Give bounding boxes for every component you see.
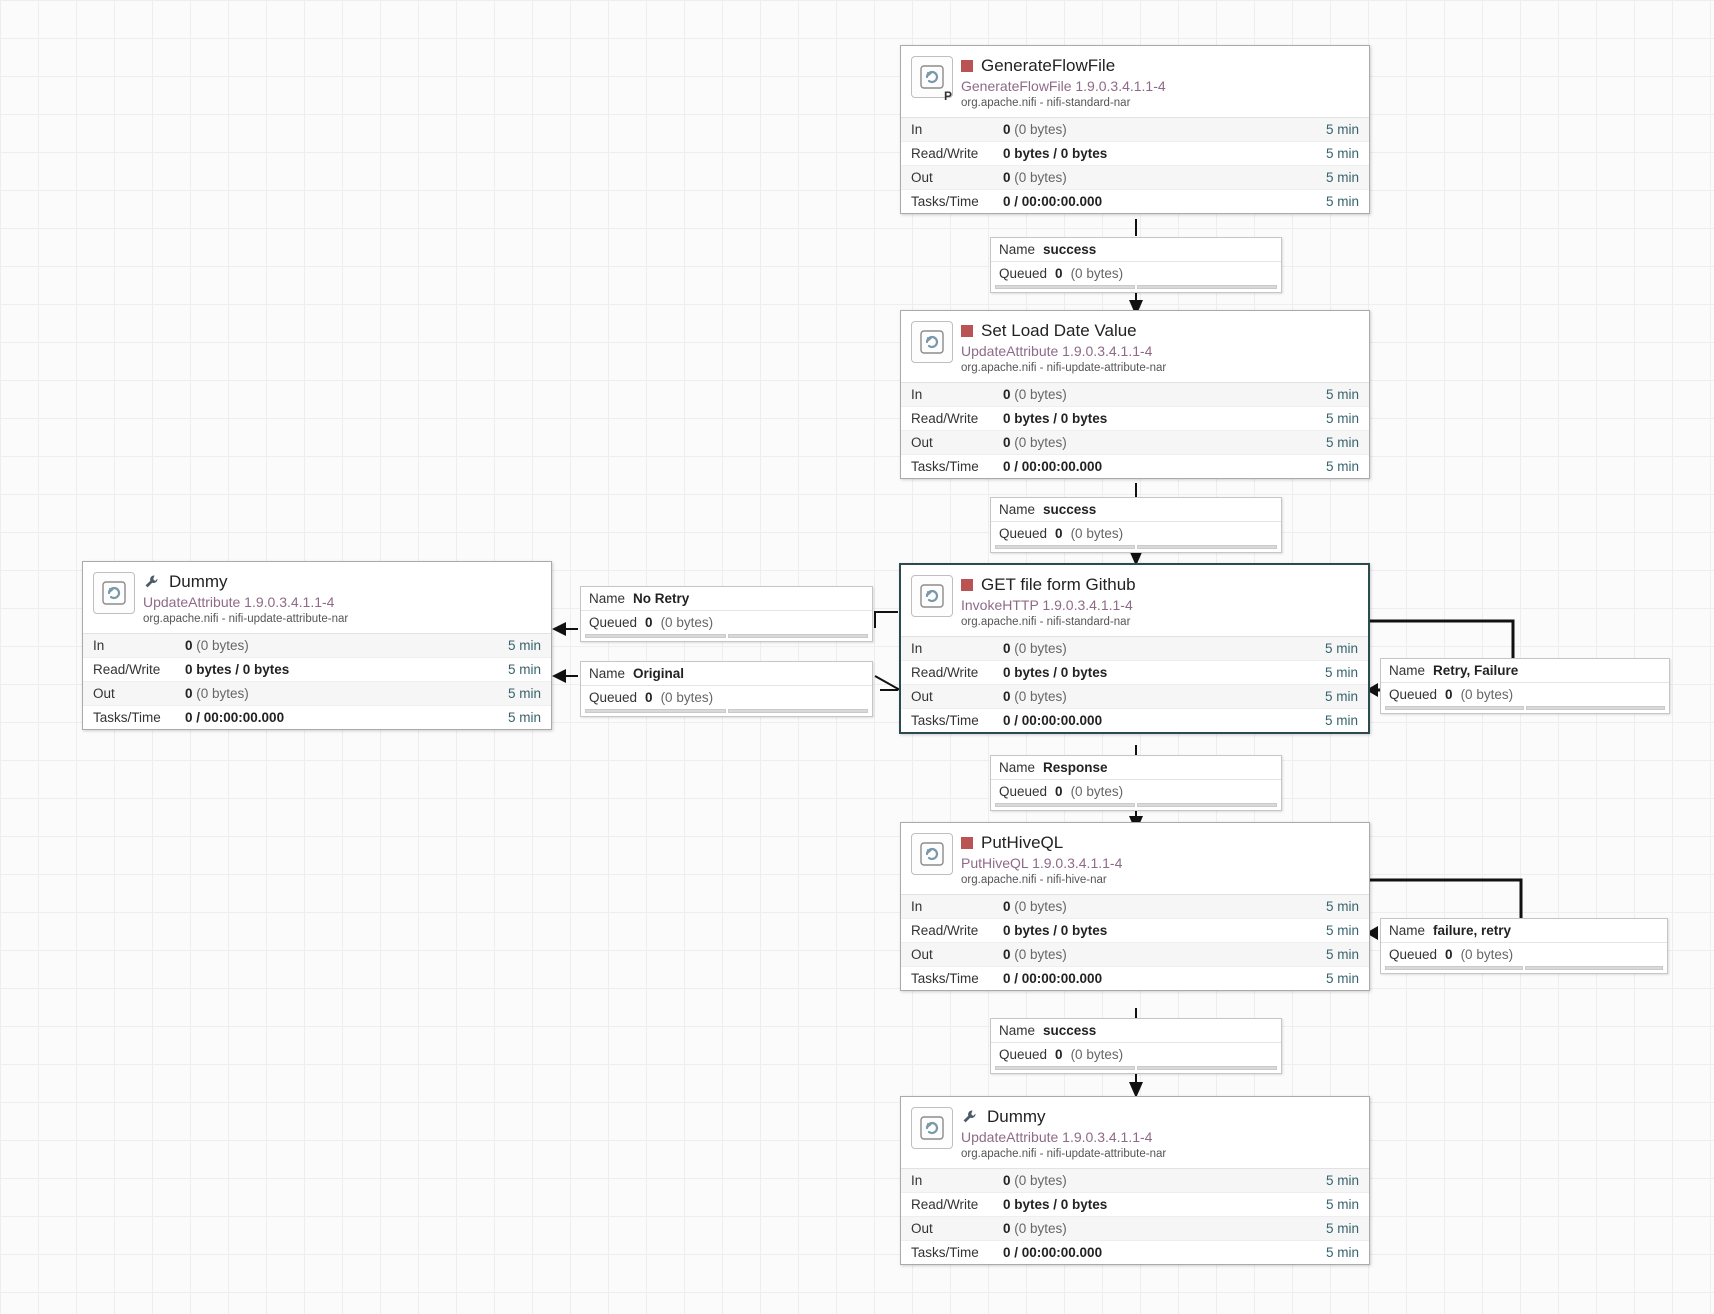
processor-icon bbox=[911, 321, 953, 363]
connection-name-value: Retry, Failure bbox=[1433, 663, 1519, 678]
connection-name-label: Name bbox=[1389, 663, 1426, 678]
connection-name-row bbox=[991, 498, 1281, 522]
processor-icon bbox=[93, 572, 135, 614]
processor-header bbox=[901, 311, 1369, 382]
stat-row bbox=[83, 634, 551, 658]
stat-row bbox=[901, 407, 1369, 431]
connection-name-value: success bbox=[1043, 502, 1097, 517]
stat-label: In bbox=[911, 387, 923, 402]
stat-label: Tasks/Time bbox=[911, 459, 979, 474]
processor-icon bbox=[911, 1107, 953, 1149]
processor-dummy-left[interactable] bbox=[82, 561, 552, 730]
stat-detail: (0 bytes) bbox=[196, 638, 249, 653]
connection-gauges bbox=[991, 1066, 1281, 1073]
connection-queued-row bbox=[991, 262, 1281, 285]
stopped-square-icon bbox=[961, 579, 973, 591]
stat-value: 0 bytes / 0 bytes bbox=[185, 662, 290, 677]
stat-row bbox=[901, 1193, 1369, 1217]
stat-value: 0 / 00:00:00.000 bbox=[1003, 1245, 1103, 1260]
connection-name-value: Original bbox=[633, 666, 685, 681]
connection-gauges bbox=[1381, 966, 1667, 973]
stat-detail: (0 bytes) bbox=[1014, 435, 1067, 450]
stat-row bbox=[901, 919, 1369, 943]
stat-value: 0 / 00:00:00.000 bbox=[1003, 971, 1103, 986]
stat-time: 5 min bbox=[1325, 146, 1359, 161]
processor-name: Set Load Date Value bbox=[981, 321, 1137, 340]
stat-row bbox=[901, 709, 1368, 732]
stat-row bbox=[901, 455, 1369, 478]
processor-icon bbox=[911, 56, 953, 103]
stat-label: Out bbox=[911, 435, 933, 450]
stat-row bbox=[901, 190, 1369, 213]
connection-name-value: success bbox=[1043, 242, 1097, 257]
stat-detail: (0 bytes) bbox=[1014, 387, 1067, 402]
processor-set-load-date-value[interactable] bbox=[900, 310, 1370, 479]
connection-name-label: Name bbox=[999, 1023, 1036, 1038]
stat-detail: (0 bytes) bbox=[1014, 1173, 1067, 1188]
stat-value: 0 bbox=[1003, 899, 1011, 914]
stat-value: 0 / 00:00:00.000 bbox=[1003, 713, 1103, 728]
stat-label: Read/Write bbox=[93, 662, 161, 677]
processor-header bbox=[83, 562, 551, 633]
processor-type: PutHiveQL 1.9.0.3.4.1.1-4 bbox=[961, 855, 1123, 871]
stat-label: Read/Write bbox=[911, 923, 979, 938]
wrench-icon bbox=[143, 573, 161, 591]
stat-row bbox=[901, 895, 1369, 919]
stat-label: Out bbox=[911, 170, 933, 185]
connection-name-row bbox=[581, 587, 872, 611]
connection-name-label: Name bbox=[589, 666, 626, 681]
stat-time: 5 min bbox=[1325, 971, 1359, 986]
stat-time: 5 min bbox=[1325, 899, 1359, 914]
connection-queued-value: 0 bbox=[1055, 266, 1063, 281]
stat-row bbox=[901, 431, 1369, 455]
stat-time: 5 min bbox=[1324, 665, 1358, 680]
connection-queued-label: Queued bbox=[999, 526, 1048, 541]
stat-row bbox=[901, 118, 1369, 142]
connection-queued-detail: (0 bytes) bbox=[1070, 266, 1124, 281]
stat-label: Read/Write bbox=[911, 1197, 979, 1212]
connection-queued-label: Queued bbox=[589, 690, 638, 705]
connection-queued-detail: (0 bytes) bbox=[1460, 947, 1514, 962]
connection-name-row bbox=[581, 662, 872, 686]
connection-response[interactable] bbox=[990, 755, 1282, 811]
stat-label: Tasks/Time bbox=[911, 713, 979, 728]
stat-row bbox=[901, 943, 1369, 967]
connection-queued-detail: (0 bytes) bbox=[660, 690, 714, 705]
processor-stats bbox=[901, 117, 1369, 213]
stat-value: 0 bbox=[185, 638, 193, 653]
stat-value: 0 bbox=[1003, 1173, 1011, 1188]
stat-time: 5 min bbox=[1325, 947, 1359, 962]
stat-detail: (0 bytes) bbox=[1014, 170, 1067, 185]
processor-name: PutHiveQL bbox=[981, 833, 1064, 852]
stat-detail: (0 bytes) bbox=[1014, 689, 1067, 704]
connection-queued-row bbox=[1381, 683, 1669, 706]
connection-name-row bbox=[991, 238, 1281, 262]
connection-gauges bbox=[581, 634, 872, 641]
processor-type: UpdateAttribute 1.9.0.3.4.1.1-4 bbox=[961, 343, 1153, 359]
stat-time: 5 min bbox=[1325, 1197, 1359, 1212]
connection-queued-row bbox=[581, 611, 872, 634]
stat-label: Read/Write bbox=[911, 665, 979, 680]
connection-queued-label: Queued bbox=[1389, 947, 1438, 962]
stat-detail: (0 bytes) bbox=[1014, 122, 1067, 137]
connection-name-label: Name bbox=[999, 242, 1036, 257]
processor-bundle: org.apache.nifi - nifi-standard-nar bbox=[961, 616, 1131, 628]
stat-label: Tasks/Time bbox=[911, 194, 979, 209]
processor-bundle: org.apache.nifi - nifi-hive-nar bbox=[961, 874, 1107, 886]
connection-queued-value: 0 bbox=[1055, 1047, 1063, 1062]
stat-detail: (0 bytes) bbox=[196, 686, 249, 701]
processor-generateflowfile[interactable] bbox=[900, 45, 1370, 214]
processor-header bbox=[901, 565, 1368, 636]
stat-label: In bbox=[911, 641, 923, 656]
connection-queued-label: Queued bbox=[999, 1047, 1048, 1062]
stat-time: 5 min bbox=[1325, 411, 1359, 426]
stat-value: 0 bbox=[1003, 122, 1011, 137]
connection-gauges bbox=[991, 545, 1281, 552]
stat-value: 0 bbox=[1003, 435, 1011, 450]
connection-queued-value: 0 bbox=[645, 615, 653, 630]
processor-stats bbox=[901, 382, 1369, 478]
stat-row bbox=[901, 685, 1368, 709]
stat-row bbox=[901, 1169, 1369, 1193]
stat-time: 5 min bbox=[1325, 1221, 1359, 1236]
processor-header bbox=[901, 823, 1369, 894]
connection-queued-value: 0 bbox=[1445, 687, 1453, 702]
stat-row bbox=[83, 682, 551, 706]
stat-row bbox=[901, 383, 1369, 407]
connection-original[interactable] bbox=[580, 661, 873, 717]
stat-value: 0 bbox=[1003, 689, 1011, 704]
stat-time: 5 min bbox=[507, 710, 541, 725]
stat-time: 5 min bbox=[1325, 923, 1359, 938]
connection-queued-value: 0 bbox=[1055, 784, 1063, 799]
primary-node-badge: P bbox=[943, 89, 952, 103]
stat-value: 0 bbox=[1003, 387, 1011, 402]
connection-success-2[interactable] bbox=[990, 497, 1282, 553]
stat-row bbox=[83, 706, 551, 729]
stat-time: 5 min bbox=[1324, 689, 1358, 704]
stat-row bbox=[83, 658, 551, 682]
processor-name: GenerateFlowFile bbox=[981, 56, 1116, 75]
connection-queued-detail: (0 bytes) bbox=[660, 615, 714, 630]
processor-get-file-form-github[interactable] bbox=[899, 563, 1370, 734]
stat-time: 5 min bbox=[1325, 435, 1359, 450]
stat-row bbox=[901, 1241, 1369, 1264]
processor-stats bbox=[83, 633, 551, 729]
stat-time: 5 min bbox=[1325, 194, 1359, 209]
stat-value: 0 / 00:00:00.000 bbox=[1003, 459, 1103, 474]
processor-icon bbox=[911, 833, 953, 875]
stat-row bbox=[901, 967, 1369, 990]
connection-queued-row bbox=[991, 780, 1281, 803]
stat-label: Out bbox=[93, 686, 115, 701]
stat-label: Read/Write bbox=[911, 146, 979, 161]
wrench-icon bbox=[961, 1108, 979, 1126]
connection-queued-label: Queued bbox=[999, 266, 1048, 281]
stat-row bbox=[901, 1217, 1369, 1241]
stat-detail: (0 bytes) bbox=[1014, 1221, 1067, 1236]
connection-queued-label: Queued bbox=[1389, 687, 1438, 702]
connection-name-value: Response bbox=[1043, 760, 1108, 775]
stat-value: 0 bytes / 0 bytes bbox=[1003, 923, 1108, 938]
stat-time: 5 min bbox=[1325, 459, 1359, 474]
connection-name-label: Name bbox=[999, 502, 1036, 517]
stat-label: Tasks/Time bbox=[93, 710, 161, 725]
stat-value: 0 bytes / 0 bytes bbox=[1003, 146, 1108, 161]
stat-row bbox=[901, 661, 1368, 685]
connection-name-row bbox=[1381, 919, 1667, 943]
stopped-square-icon bbox=[961, 325, 973, 337]
processor-stats bbox=[901, 894, 1369, 990]
stat-value: 0 bbox=[1003, 641, 1011, 656]
connection-name-label: Name bbox=[1389, 923, 1426, 938]
connection-name-value: No Retry bbox=[633, 591, 690, 606]
stat-label: Out bbox=[911, 947, 933, 962]
stat-label: Out bbox=[911, 1221, 933, 1236]
stat-value: 0 bbox=[1003, 1221, 1011, 1236]
stat-value: 0 bytes / 0 bytes bbox=[1003, 1197, 1108, 1212]
stat-time: 5 min bbox=[1325, 122, 1359, 137]
stat-detail: (0 bytes) bbox=[1014, 641, 1067, 656]
processor-stats bbox=[901, 636, 1368, 732]
stat-label: Tasks/Time bbox=[911, 971, 979, 986]
processor-dummy-bottom[interactable] bbox=[900, 1096, 1370, 1265]
processor-puthiveql[interactable] bbox=[900, 822, 1370, 991]
processor-name: Dummy bbox=[987, 1107, 1046, 1126]
stat-time: 5 min bbox=[1325, 1245, 1359, 1260]
connection-gauges bbox=[1381, 706, 1669, 713]
stopped-square-icon bbox=[961, 60, 973, 72]
connection-no-retry[interactable] bbox=[580, 586, 873, 642]
stat-value: 0 bbox=[1003, 170, 1011, 185]
stat-label: In bbox=[911, 122, 923, 137]
processor-bundle: org.apache.nifi - nifi-update-attribute-nar bbox=[961, 1148, 1167, 1160]
processor-name: GET file form Github bbox=[981, 575, 1136, 594]
connection-queued-value: 0 bbox=[1055, 526, 1063, 541]
connection-success-3[interactable] bbox=[990, 1018, 1282, 1074]
connection-name-row bbox=[1381, 659, 1669, 683]
processor-bundle: org.apache.nifi - nifi-update-attribute-nar bbox=[143, 613, 349, 625]
connection-queued-detail: (0 bytes) bbox=[1460, 687, 1514, 702]
connection-queued-detail: (0 bytes) bbox=[1070, 1047, 1124, 1062]
processor-bundle: org.apache.nifi - nifi-standard-nar bbox=[961, 97, 1131, 109]
connection-name-row bbox=[991, 756, 1281, 780]
connection-success-1[interactable] bbox=[990, 237, 1282, 293]
connection-queued-detail: (0 bytes) bbox=[1070, 784, 1124, 799]
connection-name-row bbox=[991, 1019, 1281, 1043]
stat-detail: (0 bytes) bbox=[1014, 947, 1067, 962]
stat-time: 5 min bbox=[1324, 641, 1358, 656]
stat-label: Read/Write bbox=[911, 411, 979, 426]
stat-time: 5 min bbox=[1325, 170, 1359, 185]
connection-queued-label: Queued bbox=[999, 784, 1048, 799]
stat-label: Tasks/Time bbox=[911, 1245, 979, 1260]
stat-value: 0 / 00:00:00.000 bbox=[185, 710, 285, 725]
processor-type: InvokeHTTP 1.9.0.3.4.1.1-4 bbox=[961, 597, 1133, 613]
connection-queued-label: Queued bbox=[589, 615, 638, 630]
connection-name-value: success bbox=[1043, 1023, 1097, 1038]
connection-name-value: failure, retry bbox=[1433, 923, 1512, 938]
stat-row bbox=[901, 166, 1369, 190]
connection-failure-retry[interactable] bbox=[1380, 918, 1668, 974]
processor-stats bbox=[901, 1168, 1369, 1264]
connection-gauges bbox=[991, 285, 1281, 292]
connection-retry-failure[interactable] bbox=[1380, 658, 1670, 714]
stat-label: In bbox=[911, 1173, 923, 1188]
stat-time: 5 min bbox=[1324, 713, 1358, 728]
stopped-square-icon bbox=[961, 837, 973, 849]
stat-time: 5 min bbox=[507, 662, 541, 677]
stat-row bbox=[901, 637, 1368, 661]
processor-header bbox=[901, 1097, 1369, 1168]
stat-label: In bbox=[93, 638, 105, 653]
stat-time: 5 min bbox=[1325, 1173, 1359, 1188]
processor-header bbox=[901, 46, 1369, 117]
connection-name-label: Name bbox=[999, 760, 1036, 775]
connection-gauges bbox=[991, 803, 1281, 810]
processor-type: UpdateAttribute 1.9.0.3.4.1.1-4 bbox=[961, 1129, 1153, 1145]
connection-queued-value: 0 bbox=[1445, 947, 1453, 962]
stat-value: 0 bbox=[185, 686, 193, 701]
stat-row bbox=[901, 142, 1369, 166]
processor-bundle: org.apache.nifi - nifi-update-attribute-nar bbox=[961, 362, 1167, 374]
stat-time: 5 min bbox=[507, 686, 541, 701]
stat-value: 0 bbox=[1003, 947, 1011, 962]
connection-queued-detail: (0 bytes) bbox=[1070, 526, 1124, 541]
processor-type: GenerateFlowFile 1.9.0.3.4.1.1-4 bbox=[961, 78, 1166, 94]
connection-queued-value: 0 bbox=[645, 690, 653, 705]
stat-time: 5 min bbox=[507, 638, 541, 653]
stat-value: 0 bytes / 0 bytes bbox=[1003, 411, 1108, 426]
processor-name: Dummy bbox=[169, 572, 228, 591]
processor-type: UpdateAttribute 1.9.0.3.4.1.1-4 bbox=[143, 594, 335, 610]
processor-icon bbox=[911, 575, 953, 617]
stat-value: 0 bytes / 0 bytes bbox=[1003, 665, 1108, 680]
stat-time: 5 min bbox=[1325, 387, 1359, 402]
connection-name-label: Name bbox=[589, 591, 626, 606]
connection-gauges bbox=[581, 709, 872, 716]
stat-detail: (0 bytes) bbox=[1014, 899, 1067, 914]
connection-queued-row bbox=[991, 522, 1281, 545]
stat-value: 0 / 00:00:00.000 bbox=[1003, 194, 1103, 209]
connection-queued-row bbox=[991, 1043, 1281, 1066]
stat-label: Out bbox=[911, 689, 933, 704]
stat-label: In bbox=[911, 899, 923, 914]
connection-queued-row bbox=[1381, 943, 1667, 966]
connection-queued-row bbox=[581, 686, 872, 709]
